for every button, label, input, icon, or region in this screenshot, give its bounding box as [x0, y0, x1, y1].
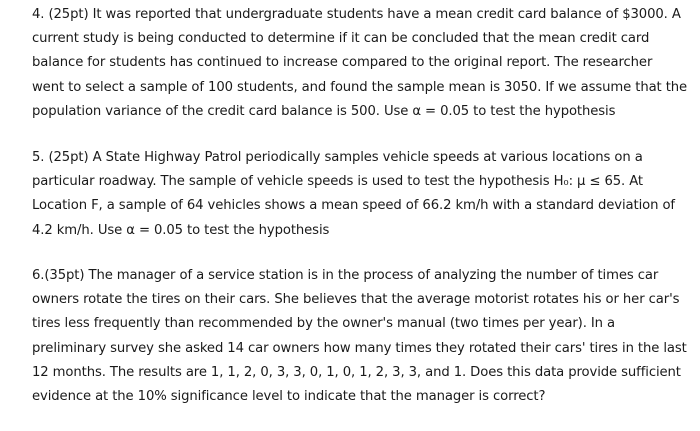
problem-4-line-2: current study is being conducted to determine if it can be concluded that the mean credit card [32, 31, 650, 47]
problem-6-line-4: preliminary survey she asked 14 car owners how many times they rotated their cars' tires in the last [32, 340, 687, 356]
problem-6-line-1: 6.(35pt) The manager of a service station is in the process of analyzing the number of times car [32, 268, 659, 283]
problem-4-line-3: balance for students has continued to increase compared to the original report. The researcher [32, 55, 653, 71]
problem-5 [32, 146, 692, 243]
problem-6-line-3: tires less frequently than recommended by the owner's manual (two times per year). In a [32, 316, 616, 332]
problem-5-line-3: Location F, a sample of 64 vehicles shows a mean speed of 66.2 km/h with a standard deviation of [32, 198, 675, 214]
problem-4 [32, 3, 692, 124]
problem-4-line-5: population variance of the credit card balance is 500. Use α = 0.05 to test the hypothesis [32, 103, 616, 119]
problem-6-line-2: owners rotate the tires on their cars. She believes that the average motorist rotates his or her car's [32, 292, 680, 308]
problem-5-line-4: 4.2 km/h. Use α = 0.05 to test the hypothesis [32, 222, 330, 238]
problem-5-line-1: 5. (25pt) A State Highway Patrol periodically samples vehicle speeds at various locations on a [32, 150, 643, 165]
problem-6-line-6: evidence at the 10% significance level to indicate that the manager is correct? [32, 389, 546, 405]
problem-6 [32, 264, 692, 409]
problem-5-line-2: particular roadway. The sample of vehicle speeds is used to test the hypothesis H₀: μ ≤ 65. At [32, 174, 643, 190]
problem-4-line-4: went to select a sample of 100 students, and found the sample mean is 3050. If we assume that the [32, 79, 688, 95]
problem-4-line-1: 4. (25pt) It was reported that undergraduate students have a mean credit card balance of $3000. A [32, 7, 681, 22]
problem-6-line-5: 12 months. The results are 1, 1, 2, 0, 3, 3, 0, 1, 0, 1, 2, 3, 3, and 1. Does this data provide sufficient [32, 364, 681, 380]
